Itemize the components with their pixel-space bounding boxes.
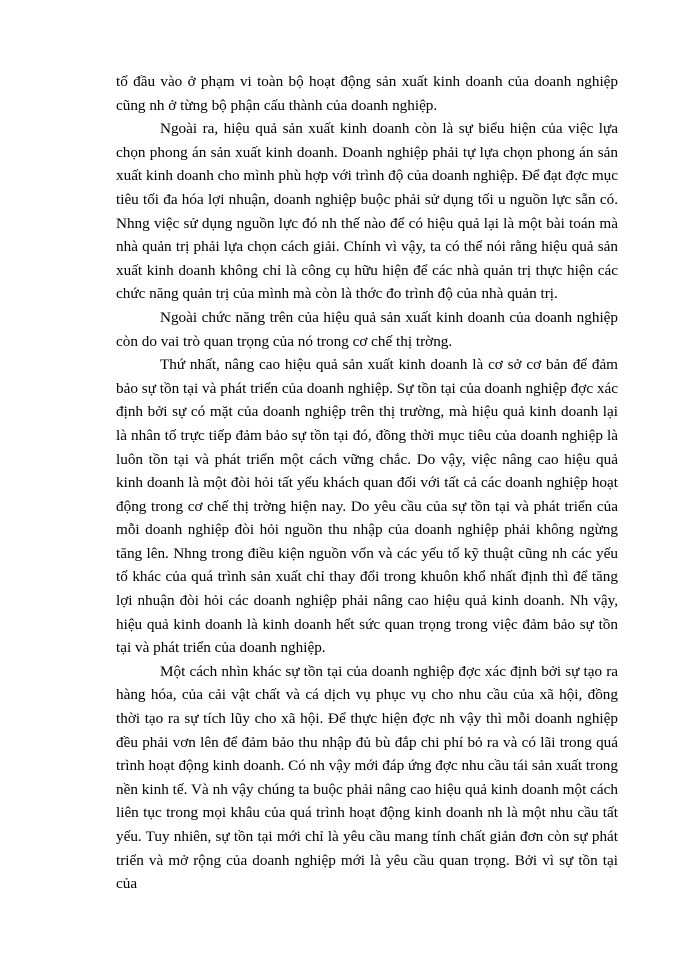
paragraph-3: Ngoài chức năng trên của hiệu quả sản xuất kinh doanh của doanh nghiệp còn do vai trò quan trọng của nó trong cơ chế thị trờng. — [116, 308, 618, 350]
paragraph-2: Ngoài ra, hiệu quả sản xuất kinh doanh còn là sự biểu hiện của việc lựa chọn phong án sản xuất kinh doanh. Doanh nghiệp phải tự lựa chọn phong án sản xuất kinh doanh cho mình phù hợp với trình độ của doanh nghiệp. Để đạt đợc mục tiêu tối đa hóa lợi nhuận, doanh nghiệp buộc phải sử dụng tối u nguồn lực sẵn có. Nhng việc sử dụng nguồn lực đó nh thế nào để có hiệu quả lại là một bài toán mà nhà quản trị phải lựa chọn cách giải. Chính vì vậy, ta có thể nói rằng hiệu quả sản xuất kinh doanh không chỉ là công cụ hữu hiện để các nhà quản trị thực hiện các chức năng quản trị của mình mà còn là thớc đo trình độ của nhà quản trị. — [116, 120, 618, 303]
paragraph-4: Thứ nhất, nâng cao hiệu quả sản xuất kinh doanh là cơ sở cơ bản để đảm bảo sự tồn tại và phát triển của doanh nghiệp. Sự tồn tại của doanh nghiệp đợc xác định bởi sự có mặt của doanh nghiệp trên thị trường, mà hiệu quả kinh doanh lại là nhân tố trực tiếp đảm bảo sự tồn tại đó, đồng thời mục tiêu của doanh nghiệp là luôn tồn tại và phát triển một cách vững chắc. Do vậy, việc nâng cao hiệu quả kinh doanh là một đòi hỏi tất yếu khách quan đối với tất cả các doanh nghiệp hoạt động trong cơ chế thị trờng hiện nay. Do yêu cầu của sự tồn tại và phát triển của mỗi doanh nghiệp đòi hỏi nguồn thu nhập của doanh nghiệp phải không ngừng tăng lên. Nhng trong điều kiện nguồn vốn và các yếu tố kỹ thuật cũng nh các yếu tố khác của quá trình sản xuất chỉ thay đổi trong khuôn khổ nhất định thì để tăng lợi nhuận đòi hỏi các doanh nghiệp phải nâng cao hiệu quả kinh doanh. Nh vậy, hiệu quả kinh doanh là kinh doanh hết sức quan trọng trong việc đảm bảo sự tồn tại và phát triển của doanh nghiệp. — [116, 356, 618, 657]
paragraph-5: Một cách nhìn khác sự tồn tại của doanh nghiệp đợc xác định bởi sự tạo ra hàng hóa, của cải vật chất và cá dịch vụ phục vụ cho nhu cầu của xã hội, đồng thời tạo ra sự tích lũy cho xã hội. Để thực hiện đợc nh vậy thì mỗi doanh nghiệp đều phải vơn lên để đảm bảo thu nhập đủ bù đắp chi phí bỏ ra và có lãi trong quá trình hoạt động kinh doanh. Có nh vậy mới đáp ứng đợc nhu cầu tái sản xuất trong nền kinh tế. Và nh vậy chúng ta buộc phải nâng cao hiệu quả kinh doanh một cách liên tục trong mọi khâu của quá trình hoạt động kinh doanh nh là một nhu cầu tất yếu. Tuy nhiên, sự tồn tại mới chỉ là yêu cầu mang tính chất giản đơn còn sự phát triển và mở rộng của doanh nghiệp mới là yêu cầu quan trọng. Bởi vì sự tồn tại của — [116, 662, 618, 893]
document-body — [116, 70, 618, 896]
paragraph-1: tố đầu vào ở phạm vi toàn bộ hoạt động sản xuất kinh doanh của doanh nghiệp cũng nh ở từng bộ phận cấu thành của doanh nghiệp. — [116, 73, 618, 114]
